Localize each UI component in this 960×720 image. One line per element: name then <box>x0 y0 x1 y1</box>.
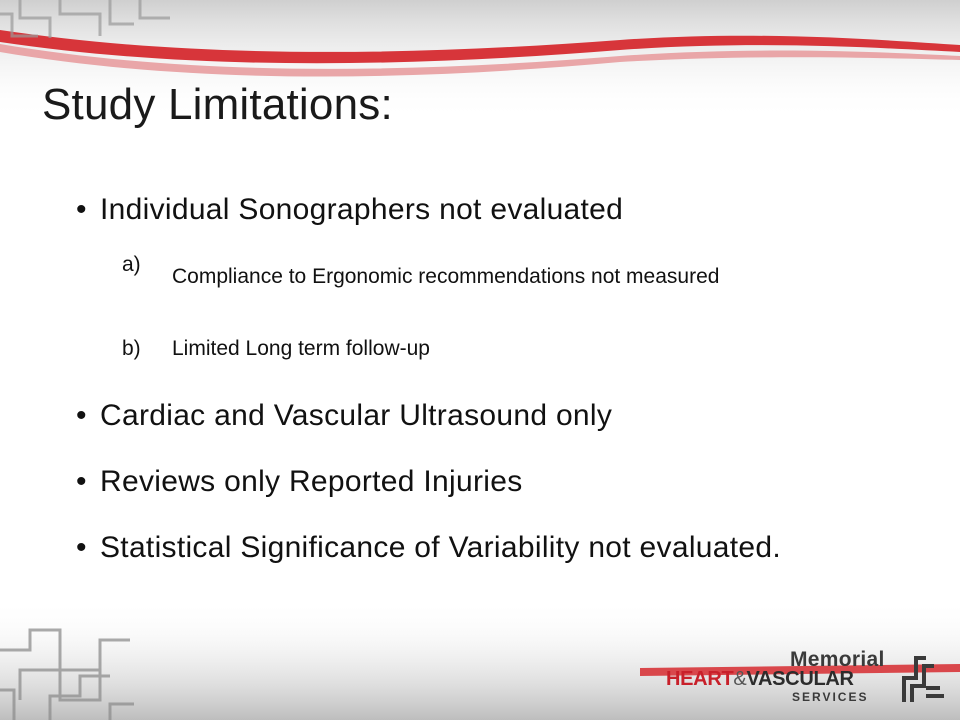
sub-text: Compliance to Ergonomic recommendations not measured <box>172 265 720 288</box>
bullet-text: Reviews only Reported Injuries <box>100 465 523 498</box>
slide-title: Study Limitations: <box>42 80 393 129</box>
logo-services-text: SERVICES <box>792 690 869 704</box>
bullet-glyph: • <box>76 531 87 564</box>
sub-item <box>122 248 946 306</box>
bullet-item <box>76 528 946 568</box>
bullet-text: Individual Sonographers not evaluated <box>100 193 624 226</box>
logo-emblem-icon <box>896 648 946 704</box>
sub-text: Limited Long term follow-up <box>172 337 430 360</box>
sub-marker: b) <box>122 337 141 360</box>
bullet-item <box>76 396 946 436</box>
logo-ampersand: & <box>733 668 747 690</box>
bullet-list <box>76 190 946 594</box>
sub-list <box>122 248 946 378</box>
sub-item <box>122 320 946 378</box>
bullet-glyph: • <box>76 465 87 498</box>
logo-wordmark <box>666 668 854 691</box>
memorial-heart-vascular-logo <box>660 648 950 706</box>
bullet-glyph: • <box>76 399 87 432</box>
logo-vascular-text: VASCULAR <box>746 668 854 690</box>
logo-heart-text: HEART <box>666 668 734 690</box>
bullet-item <box>76 462 946 502</box>
bullet-text: Cardiac and Vascular Ultrasound only <box>100 399 613 432</box>
bullet-text: Statistical Significance of Variability not evaluated. <box>100 531 782 564</box>
bullet-glyph: • <box>76 193 87 226</box>
sub-marker: a) <box>122 253 141 276</box>
logo-memorial-text: Memorial <box>790 648 885 671</box>
bullet-item <box>76 190 946 230</box>
